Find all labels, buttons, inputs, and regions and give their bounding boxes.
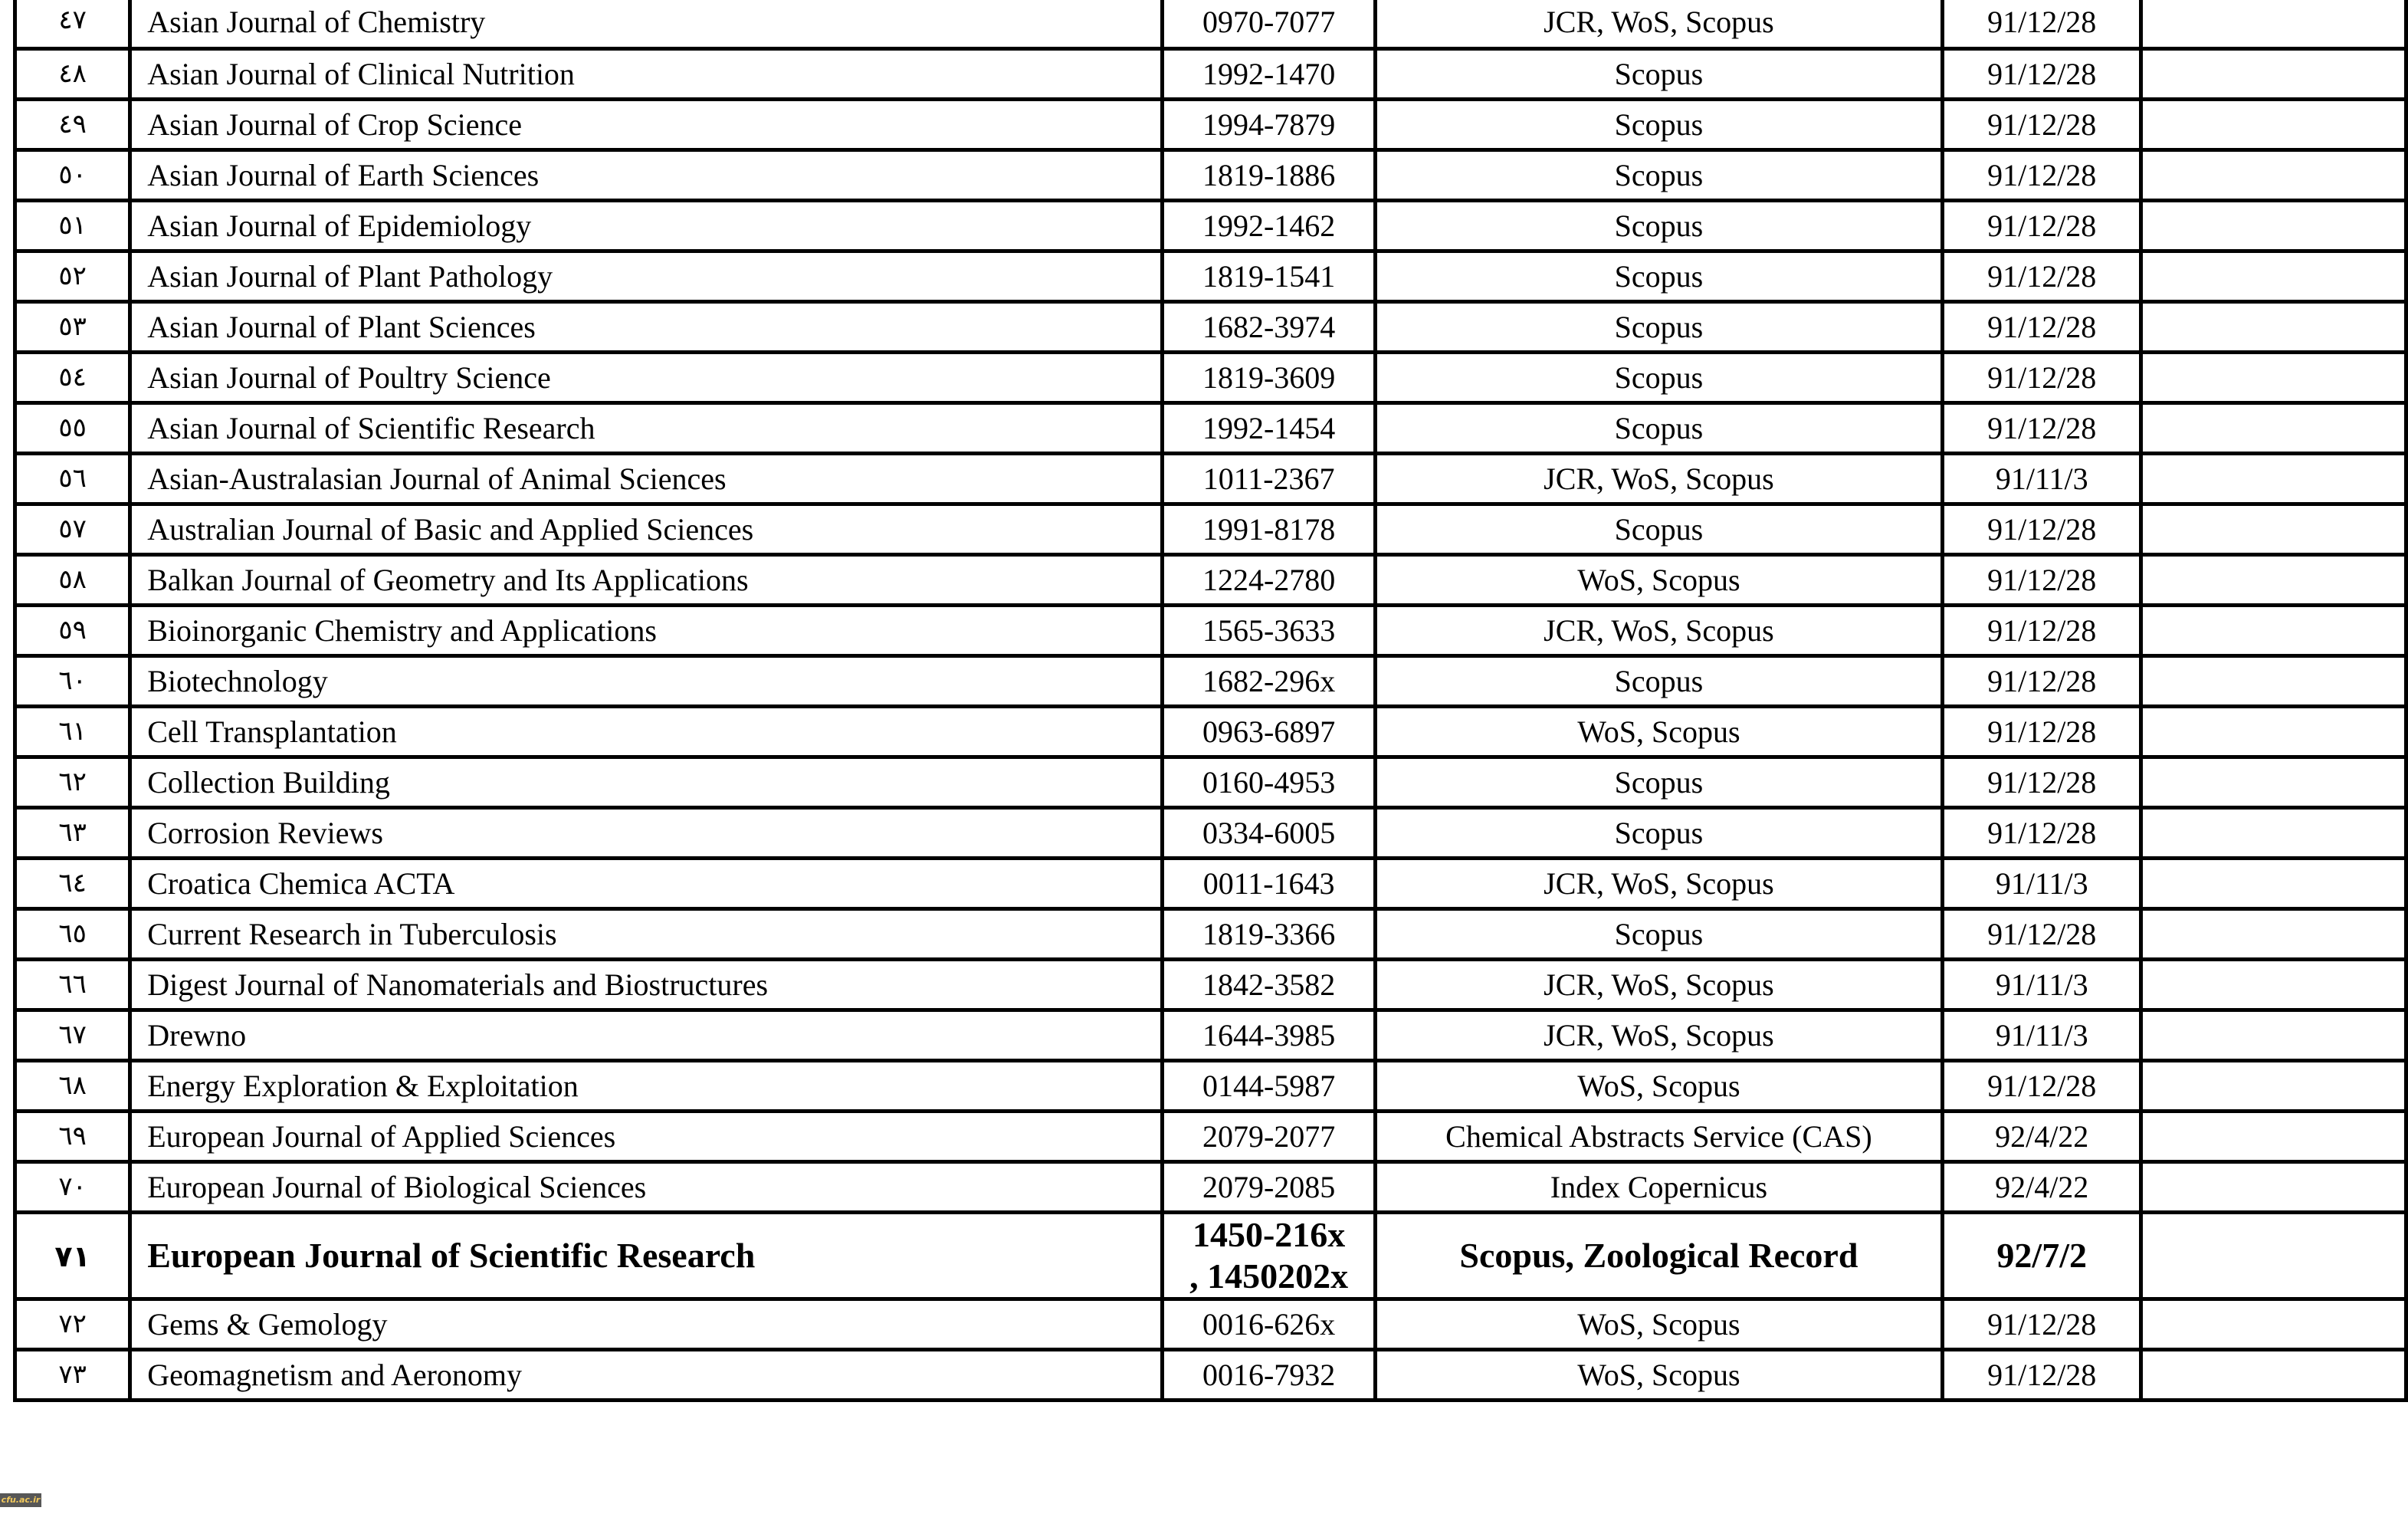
journal-issn: 0160-4953 [1163,757,1375,808]
journal-index: Scopus [1375,49,1942,100]
table-row [15,707,2406,757]
journal-issn: 2079-2085 [1163,1162,1375,1213]
journal-title: Corrosion Reviews [130,808,1163,859]
row-number: ٦٢ [15,757,130,808]
journal-extra [2141,1112,2406,1162]
row-number: ٥٣ [15,302,130,353]
journal-extra [2141,909,2406,960]
journal-date: 91/12/28 [1943,1350,2141,1401]
row-number: ٥٤ [15,353,130,403]
table-row [15,960,2406,1010]
journal-index: Scopus [1375,100,1942,150]
table-row [15,1010,2406,1061]
journal-date: 91/11/3 [1943,454,2141,504]
table-row [15,555,2406,606]
journal-title: Asian Journal of Plant Pathology [130,251,1163,302]
table-row-highlighted [15,1213,2406,1299]
row-number: ٥١ [15,201,130,251]
journal-issn: 1992-1454 [1163,403,1375,454]
journal-index: JCR, WoS, Scopus [1375,454,1942,504]
journal-date: 91/12/28 [1943,656,2141,707]
row-number: ٦٨ [15,1061,130,1112]
row-number: ٧١ [15,1213,130,1299]
table-row [15,1299,2406,1350]
journal-index: Scopus [1375,909,1942,960]
journal-extra [2141,1299,2406,1350]
journal-issn: 1842-3582 [1163,960,1375,1010]
journal-issn: 1819-3609 [1163,353,1375,403]
journal-issn: 1992-1462 [1163,201,1375,251]
issn-line-1: 1450-216x [1192,1215,1346,1254]
table-row [15,1162,2406,1213]
table-row [15,909,2406,960]
journal-date: 91/12/28 [1943,100,2141,150]
journal-issn: 0334-6005 [1163,808,1375,859]
journal-extra [2141,707,2406,757]
journal-issn: 1819-1541 [1163,251,1375,302]
journal-issn: 0011-1643 [1163,859,1375,909]
journal-index: Scopus, Zoological Record [1375,1213,1942,1299]
journal-date: 91/12/28 [1943,504,2141,555]
journal-index: Chemical Abstracts Service (CAS) [1375,1112,1942,1162]
journal-index: WoS, Scopus [1375,555,1942,606]
journal-issn [1163,1213,1375,1299]
table-row [15,0,2406,49]
journal-extra [2141,100,2406,150]
journal-date: 91/12/28 [1943,1061,2141,1112]
journal-extra [2141,353,2406,403]
journal-extra [2141,859,2406,909]
row-number: ٦٥ [15,909,130,960]
journal-index: JCR, WoS, Scopus [1375,859,1942,909]
journal-index: Scopus [1375,302,1942,353]
journal-issn: 1011-2367 [1163,454,1375,504]
journal-extra [2141,454,2406,504]
watermark-logo: cfu.ac.ir [0,1493,41,1507]
journal-title: Australian Journal of Basic and Applied Sciences [130,504,1163,555]
journal-extra [2141,757,2406,808]
journal-index: JCR, WoS, Scopus [1375,606,1942,656]
table-row [15,808,2406,859]
journal-title: Energy Exploration & Exploitation [130,1061,1163,1112]
row-number: ٧٢ [15,1299,130,1350]
journal-index: Scopus [1375,403,1942,454]
journal-issn: 1682-296x [1163,656,1375,707]
table-row [15,1061,2406,1112]
journal-title: Bioinorganic Chemistry and Applications [130,606,1163,656]
row-number: ٥٠ [15,150,130,201]
journal-date: 91/12/28 [1943,403,2141,454]
journal-index: Index Copernicus [1375,1162,1942,1213]
journal-title: Croatica Chemica ACTA [130,859,1163,909]
row-number: ٥٧ [15,504,130,555]
row-number: ٥٢ [15,251,130,302]
journal-title: Current Research in Tuberculosis [130,909,1163,960]
journal-date: 91/12/28 [1943,909,2141,960]
table-row [15,504,2406,555]
row-number: ٤٩ [15,100,130,150]
journal-index: WoS, Scopus [1375,707,1942,757]
journal-index: Scopus [1375,757,1942,808]
table-row [15,353,2406,403]
journal-title: European Journal of Scientific Research [130,1213,1163,1299]
journal-title: European Journal of Biological Sciences [130,1162,1163,1213]
journal-title: Geomagnetism and Aeronomy [130,1350,1163,1401]
journal-date: 91/12/28 [1943,1299,2141,1350]
table-row [15,1350,2406,1401]
journal-title: Gems & Gemology [130,1299,1163,1350]
journal-title: Asian Journal of Epidemiology [130,201,1163,251]
table-row [15,757,2406,808]
issn-line-2: , 1450202x [1189,1256,1349,1296]
journal-date: 91/12/28 [1943,808,2141,859]
journal-extra [2141,555,2406,606]
table-row [15,150,2406,201]
row-number: ٥٩ [15,606,130,656]
journal-extra [2141,201,2406,251]
journal-index: WoS, Scopus [1375,1061,1942,1112]
journal-extra [2141,251,2406,302]
journal-title: Asian Journal of Crop Science [130,100,1163,150]
journal-title: Collection Building [130,757,1163,808]
journal-extra [2141,656,2406,707]
row-number: ٦٤ [15,859,130,909]
table-row [15,859,2406,909]
journal-date: 91/11/3 [1943,960,2141,1010]
journal-extra [2141,606,2406,656]
journal-extra [2141,1061,2406,1112]
journal-index: Scopus [1375,353,1942,403]
journal-date: 91/12/28 [1943,353,2141,403]
journal-issn: 0144-5987 [1163,1061,1375,1112]
row-number: ٥٥ [15,403,130,454]
row-number: ٧٣ [15,1350,130,1401]
row-number: ٦٦ [15,960,130,1010]
journal-issn: 0963-6897 [1163,707,1375,757]
journal-date: 91/11/3 [1943,859,2141,909]
journal-index: WoS, Scopus [1375,1299,1942,1350]
row-number: ٦٠ [15,656,130,707]
journal-issn: 1644-3985 [1163,1010,1375,1061]
journal-issn: 1682-3974 [1163,302,1375,353]
row-number: ٦١ [15,707,130,757]
journal-title: Digest Journal of Nanomaterials and Biostructures [130,960,1163,1010]
journal-extra [2141,1213,2406,1299]
journal-table [13,0,2408,1402]
journal-extra [2141,302,2406,353]
journal-index: Scopus [1375,150,1942,201]
table-row [15,302,2406,353]
journal-date: 92/4/22 [1943,1112,2141,1162]
journal-index: Scopus [1375,808,1942,859]
journal-extra [2141,49,2406,100]
table-row [15,100,2406,150]
journal-date: 91/12/28 [1943,150,2141,201]
table-row [15,403,2406,454]
journal-index: JCR, WoS, Scopus [1375,1010,1942,1061]
journal-title: European Journal of Applied Sciences [130,1112,1163,1162]
journal-title: Cell Transplantation [130,707,1163,757]
journal-date: 91/12/28 [1943,757,2141,808]
journal-title: Balkan Journal of Geometry and Its Applications [130,555,1163,606]
row-number: ٥٨ [15,555,130,606]
journal-issn: 1819-1886 [1163,150,1375,201]
row-number: ٤٧ [15,0,130,49]
journal-date: 91/12/28 [1943,201,2141,251]
journal-extra [2141,403,2406,454]
journal-extra [2141,504,2406,555]
journal-extra [2141,1010,2406,1061]
row-number: ٦٧ [15,1010,130,1061]
journal-issn: 0970-7077 [1163,0,1375,49]
journal-index: WoS, Scopus [1375,1350,1942,1401]
row-number: ٦٣ [15,808,130,859]
row-number: ٤٨ [15,49,130,100]
journal-date: 91/11/3 [1943,1010,2141,1061]
journal-index: JCR, WoS, Scopus [1375,0,1942,49]
journal-date: 91/12/28 [1943,251,2141,302]
journal-issn: 0016-7932 [1163,1350,1375,1401]
journal-index: Scopus [1375,251,1942,302]
journal-index: Scopus [1375,504,1942,555]
table-row [15,49,2406,100]
journal-date: 91/12/28 [1943,302,2141,353]
journal-issn: 0016-626x [1163,1299,1375,1350]
journal-extra [2141,0,2406,49]
journal-title: Asian Journal of Plant Sciences [130,302,1163,353]
journal-index: Scopus [1375,656,1942,707]
journal-title: Asian Journal of Clinical Nutrition [130,49,1163,100]
journal-extra [2141,808,2406,859]
journal-issn: 1224-2780 [1163,555,1375,606]
journal-issn: 1994-7879 [1163,100,1375,150]
journal-extra [2141,960,2406,1010]
journal-date: 92/4/22 [1943,1162,2141,1213]
journal-date: 92/7/2 [1943,1213,2141,1299]
journal-issn: 2079-2077 [1163,1112,1375,1162]
row-number: ٥٦ [15,454,130,504]
table-row [15,656,2406,707]
journal-date: 91/12/28 [1943,555,2141,606]
table-row [15,606,2406,656]
journal-date: 91/12/28 [1943,49,2141,100]
table-row [15,251,2406,302]
journal-title: Biotechnology [130,656,1163,707]
row-number: ٦٩ [15,1112,130,1162]
journal-extra [2141,1162,2406,1213]
journal-title: Asian-Australasian Journal of Animal Sciences [130,454,1163,504]
table-row [15,454,2406,504]
journal-title: Asian Journal of Earth Sciences [130,150,1163,201]
table-row [15,201,2406,251]
journal-date: 91/12/28 [1943,0,2141,49]
journal-issn: 1565-3633 [1163,606,1375,656]
journal-date: 91/12/28 [1943,606,2141,656]
journal-title: Asian Journal of Chemistry [130,0,1163,49]
journal-index: Scopus [1375,201,1942,251]
journal-index: JCR, WoS, Scopus [1375,960,1942,1010]
table-row [15,1112,2406,1162]
journal-issn: 1819-3366 [1163,909,1375,960]
journal-title: Asian Journal of Scientific Research [130,403,1163,454]
journal-issn: 1992-1470 [1163,49,1375,100]
journal-extra [2141,1350,2406,1401]
journal-extra [2141,150,2406,201]
journal-title: Asian Journal of Poultry Science [130,353,1163,403]
journal-issn: 1991-8178 [1163,504,1375,555]
journal-date: 91/12/28 [1943,707,2141,757]
row-number: ٧٠ [15,1162,130,1213]
journal-title: Drewno [130,1010,1163,1061]
